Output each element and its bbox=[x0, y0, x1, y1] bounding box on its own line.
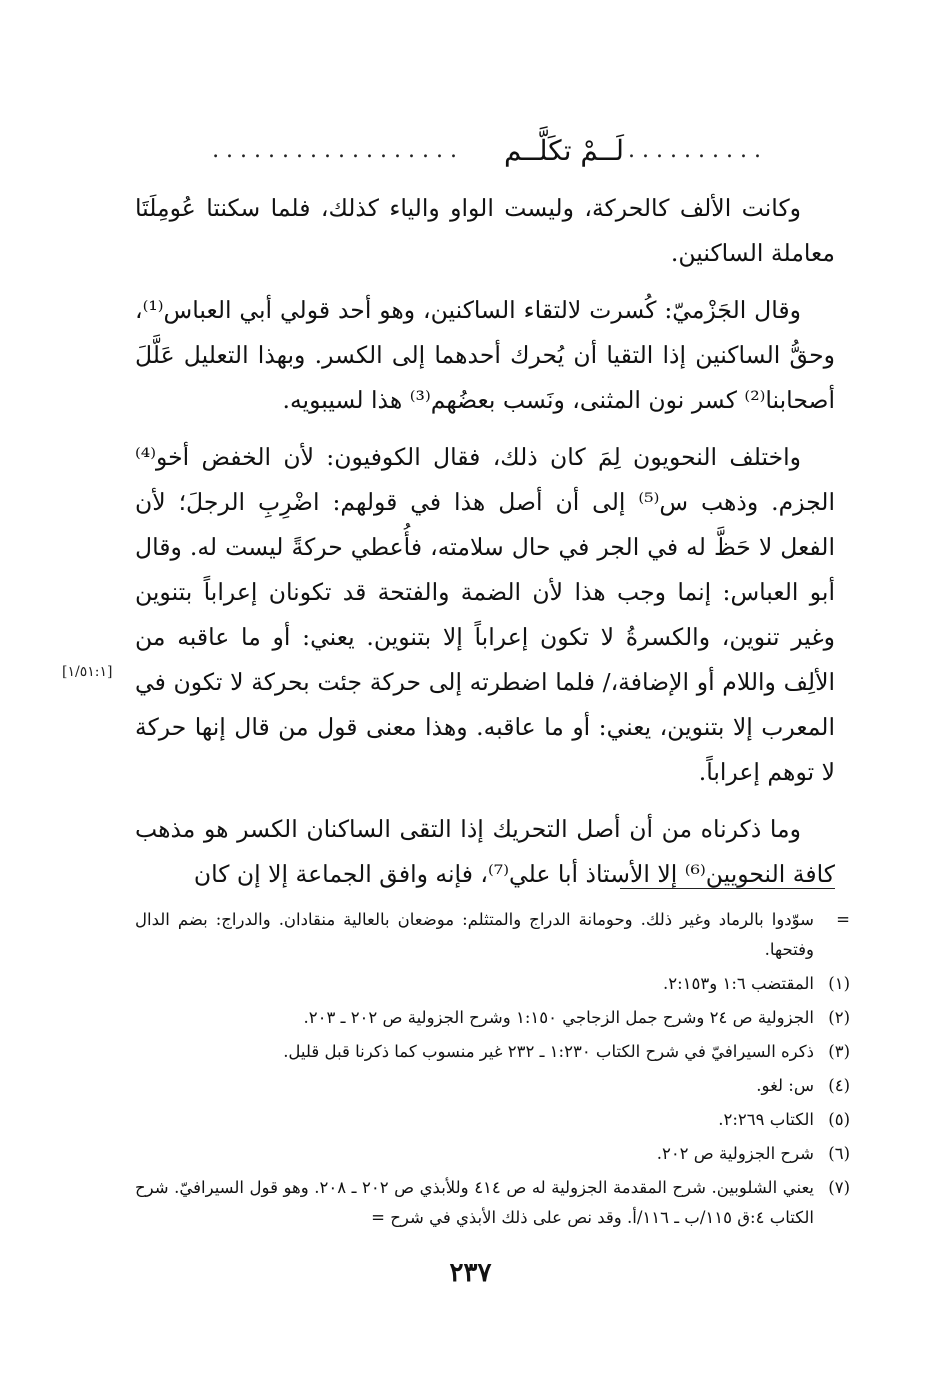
footnote-marker: (٧) bbox=[828, 1178, 850, 1197]
footnote-marker: (٤) bbox=[828, 1076, 850, 1095]
footnote-marker: (٥) bbox=[828, 1110, 850, 1129]
paragraph: وما ذكرناه من أن أصل التحريك إذا التقى الساكنان الكسر هو مذهب كافة النحويين⁽⁶⁾ إلا الأستاذ أبا علي⁽⁷⁾، فإنه وافق الجماعة إلا إن كان bbox=[135, 815, 835, 888]
footnote-separator bbox=[620, 888, 835, 889]
footnote bbox=[135, 1105, 850, 1135]
footnote bbox=[135, 1071, 850, 1101]
main-text bbox=[135, 186, 835, 909]
paragraph: وكانت الألف كالحركة، وليست الواو والياء كذلك، فلما سكنتا عُومِلَتَا معاملة الساكنين. bbox=[135, 194, 835, 267]
footnote-text: س: لغو. bbox=[756, 1076, 814, 1095]
header-dots-right: .......... bbox=[628, 137, 768, 163]
footnotes bbox=[135, 905, 850, 1237]
footnote-text: سوّدوا بالرماد وغير ذلك. وحومانة الدراج والمتثلم: موضعان بالعالية منقادان. والدراج: بضم الدال وفتحها. bbox=[135, 910, 814, 959]
running-header bbox=[180, 130, 800, 170]
footnote bbox=[135, 969, 850, 999]
footnote bbox=[135, 1037, 850, 1067]
footnote-text: الكتاب ٢:٢٦٩. bbox=[718, 1110, 814, 1129]
paragraph: واختلف النحويون لِمَ كان ذلك، فقال الكوفيون: لأن الخفض أخو⁽⁴⁾ الجزم. وذهب س⁽⁵⁾ إلى أن أصل هذا في قولهم: اضْرِبِ الرجلَ؛ لأن الفعل لا حَظَّ له في الجر في حال سلامته، فأُعطي حركةً ليست له. وقال أبو العباس: إنما وجب هذا لأن الضمة والفتحة قد تكونان إعراباً بتنوين وغير تنوين، والكسرةُ لا تكون إعراباً إلا بتنوين. يعني: أو ما عاقبه من الألِف واللام أو الإضافة،/ فلما اضطرته إلى حركة جئت بحركة لا تكون في المعرب إلا بتنوين، يعني: أو ما عاقبه. وهذا معنى قول من قال إنها حركة لا توهم إعراباً. bbox=[135, 443, 835, 786]
footnote bbox=[135, 1003, 850, 1033]
page-number: ٢٣٧ bbox=[449, 1258, 492, 1288]
footnote-marker: (٣) bbox=[828, 1042, 850, 1061]
footnote bbox=[135, 905, 850, 965]
footnote-text: المقتضب ١:٦ و٢:١٥٣. bbox=[662, 974, 814, 993]
header-title: لَــمْ تكَلَّــم bbox=[503, 133, 624, 167]
footnote-text: ذكره السيرافيّ في شرح الكتاب ١:٢٣٠ ـ ٢٣٢ غير منسوب كما ذكرنا قبل قليل. bbox=[283, 1042, 814, 1061]
footnote-marker: (٦) bbox=[828, 1144, 850, 1163]
header-dots-left: .................. bbox=[212, 137, 464, 163]
footnote bbox=[135, 1173, 850, 1233]
footnote-text: شرح الجزولية ص ٢٠٢. bbox=[656, 1144, 814, 1163]
footnote-marker: (٢) bbox=[828, 1008, 850, 1027]
footnote-marker: (١) bbox=[828, 974, 850, 993]
paragraph: وقال الجَزْميّ: كُسرت لالتقاء الساكنين، وهو أحد قولي أبي العباس⁽¹⁾، وحقُّ الساكنين إذا التقيا أن يُحرك أحدهما إلى الكسر. وبهذا التعليل عَلَّلَ أصحابنا⁽²⁾ كسر نون المثنى، ونَسب بعضُهم⁽³⁾ هذا لسيبويه. bbox=[135, 296, 835, 414]
footnote-text: الجزولية ص ٢٤ وشرح جمل الزجاجي ١:١٥٠ وشرح الجزولية ص ٢٠٢ ـ ٢٠٣. bbox=[303, 1008, 814, 1027]
footnote-marker: = bbox=[836, 910, 850, 929]
footnote bbox=[135, 1139, 850, 1169]
manuscript-folio-reference: [١/٥١:١] bbox=[62, 664, 113, 680]
footnote-text: يعني الشلوبين. شرح المقدمة الجزولية له ص ٤١٤ وللأبذي ص ٢٠٢ ـ ٢٠٨. وهو قول السيرافيّ. شرح الكتاب ٤:ق ١١٥/ب ـ ١١٦/أ. وقد نص على ذلك الأبذي في شرح = bbox=[135, 1178, 814, 1227]
